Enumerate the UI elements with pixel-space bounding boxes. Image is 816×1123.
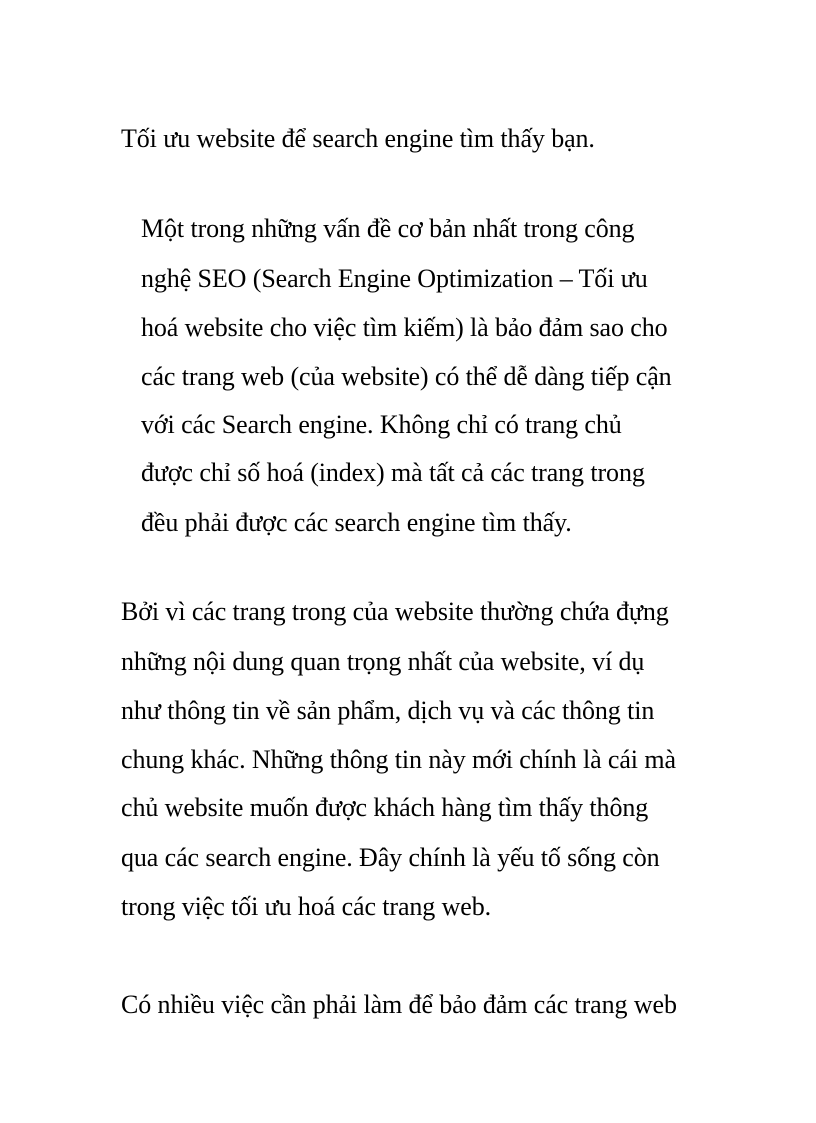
paragraph-2-line-3: như thông tin về sản phẩm, dịch vụ và các thông tin [121, 696, 655, 725]
paragraph-2-line-4: chung khác. Những thông tin này mới chính là cái mà [121, 745, 676, 774]
paragraph-2-line-2: những nội dung quan trọng nhất của website, ví dụ [121, 647, 645, 676]
paragraph-2-line-6: qua các search engine. Đây chính là yếu tố sống còn [121, 843, 660, 872]
paragraph-1-line-7: đều phải được các search engine tìm thấy. [141, 508, 572, 537]
paragraph-1-line-3: hoá website cho việc tìm kiếm) là bảo đảm sao cho [141, 313, 668, 342]
paragraph-1-line-2: nghệ SEO (Search Engine Optimization – Tối ưu [141, 264, 648, 293]
paragraph-2-line-1: Bởi vì các trang trong của website thường chứa đựng [121, 597, 669, 626]
paragraph-1-line-6: được chỉ số hoá (index) mà tất cả các trang trong [141, 458, 645, 487]
document-title: Tối ưu website để search engine tìm thấy bạn. [121, 124, 595, 153]
paragraph-1-line-1: Một trong những vấn đề cơ bản nhất trong công [141, 214, 635, 243]
paragraph-2-line-7: trong việc tối ưu hoá các trang web. [121, 892, 492, 921]
paragraph-2-line-5: chủ website muốn được khách hàng tìm thấy thông [121, 793, 649, 822]
paragraph-1-line-4: các trang web (của website) có thể dễ dàng tiếp cận [141, 362, 672, 391]
paragraph-3-line-1: Có nhiều việc cần phải làm để bảo đảm các trang web [121, 990, 677, 1019]
paragraph-1-line-5: với các Search engine. Không chỉ có trang chủ [141, 410, 622, 439]
